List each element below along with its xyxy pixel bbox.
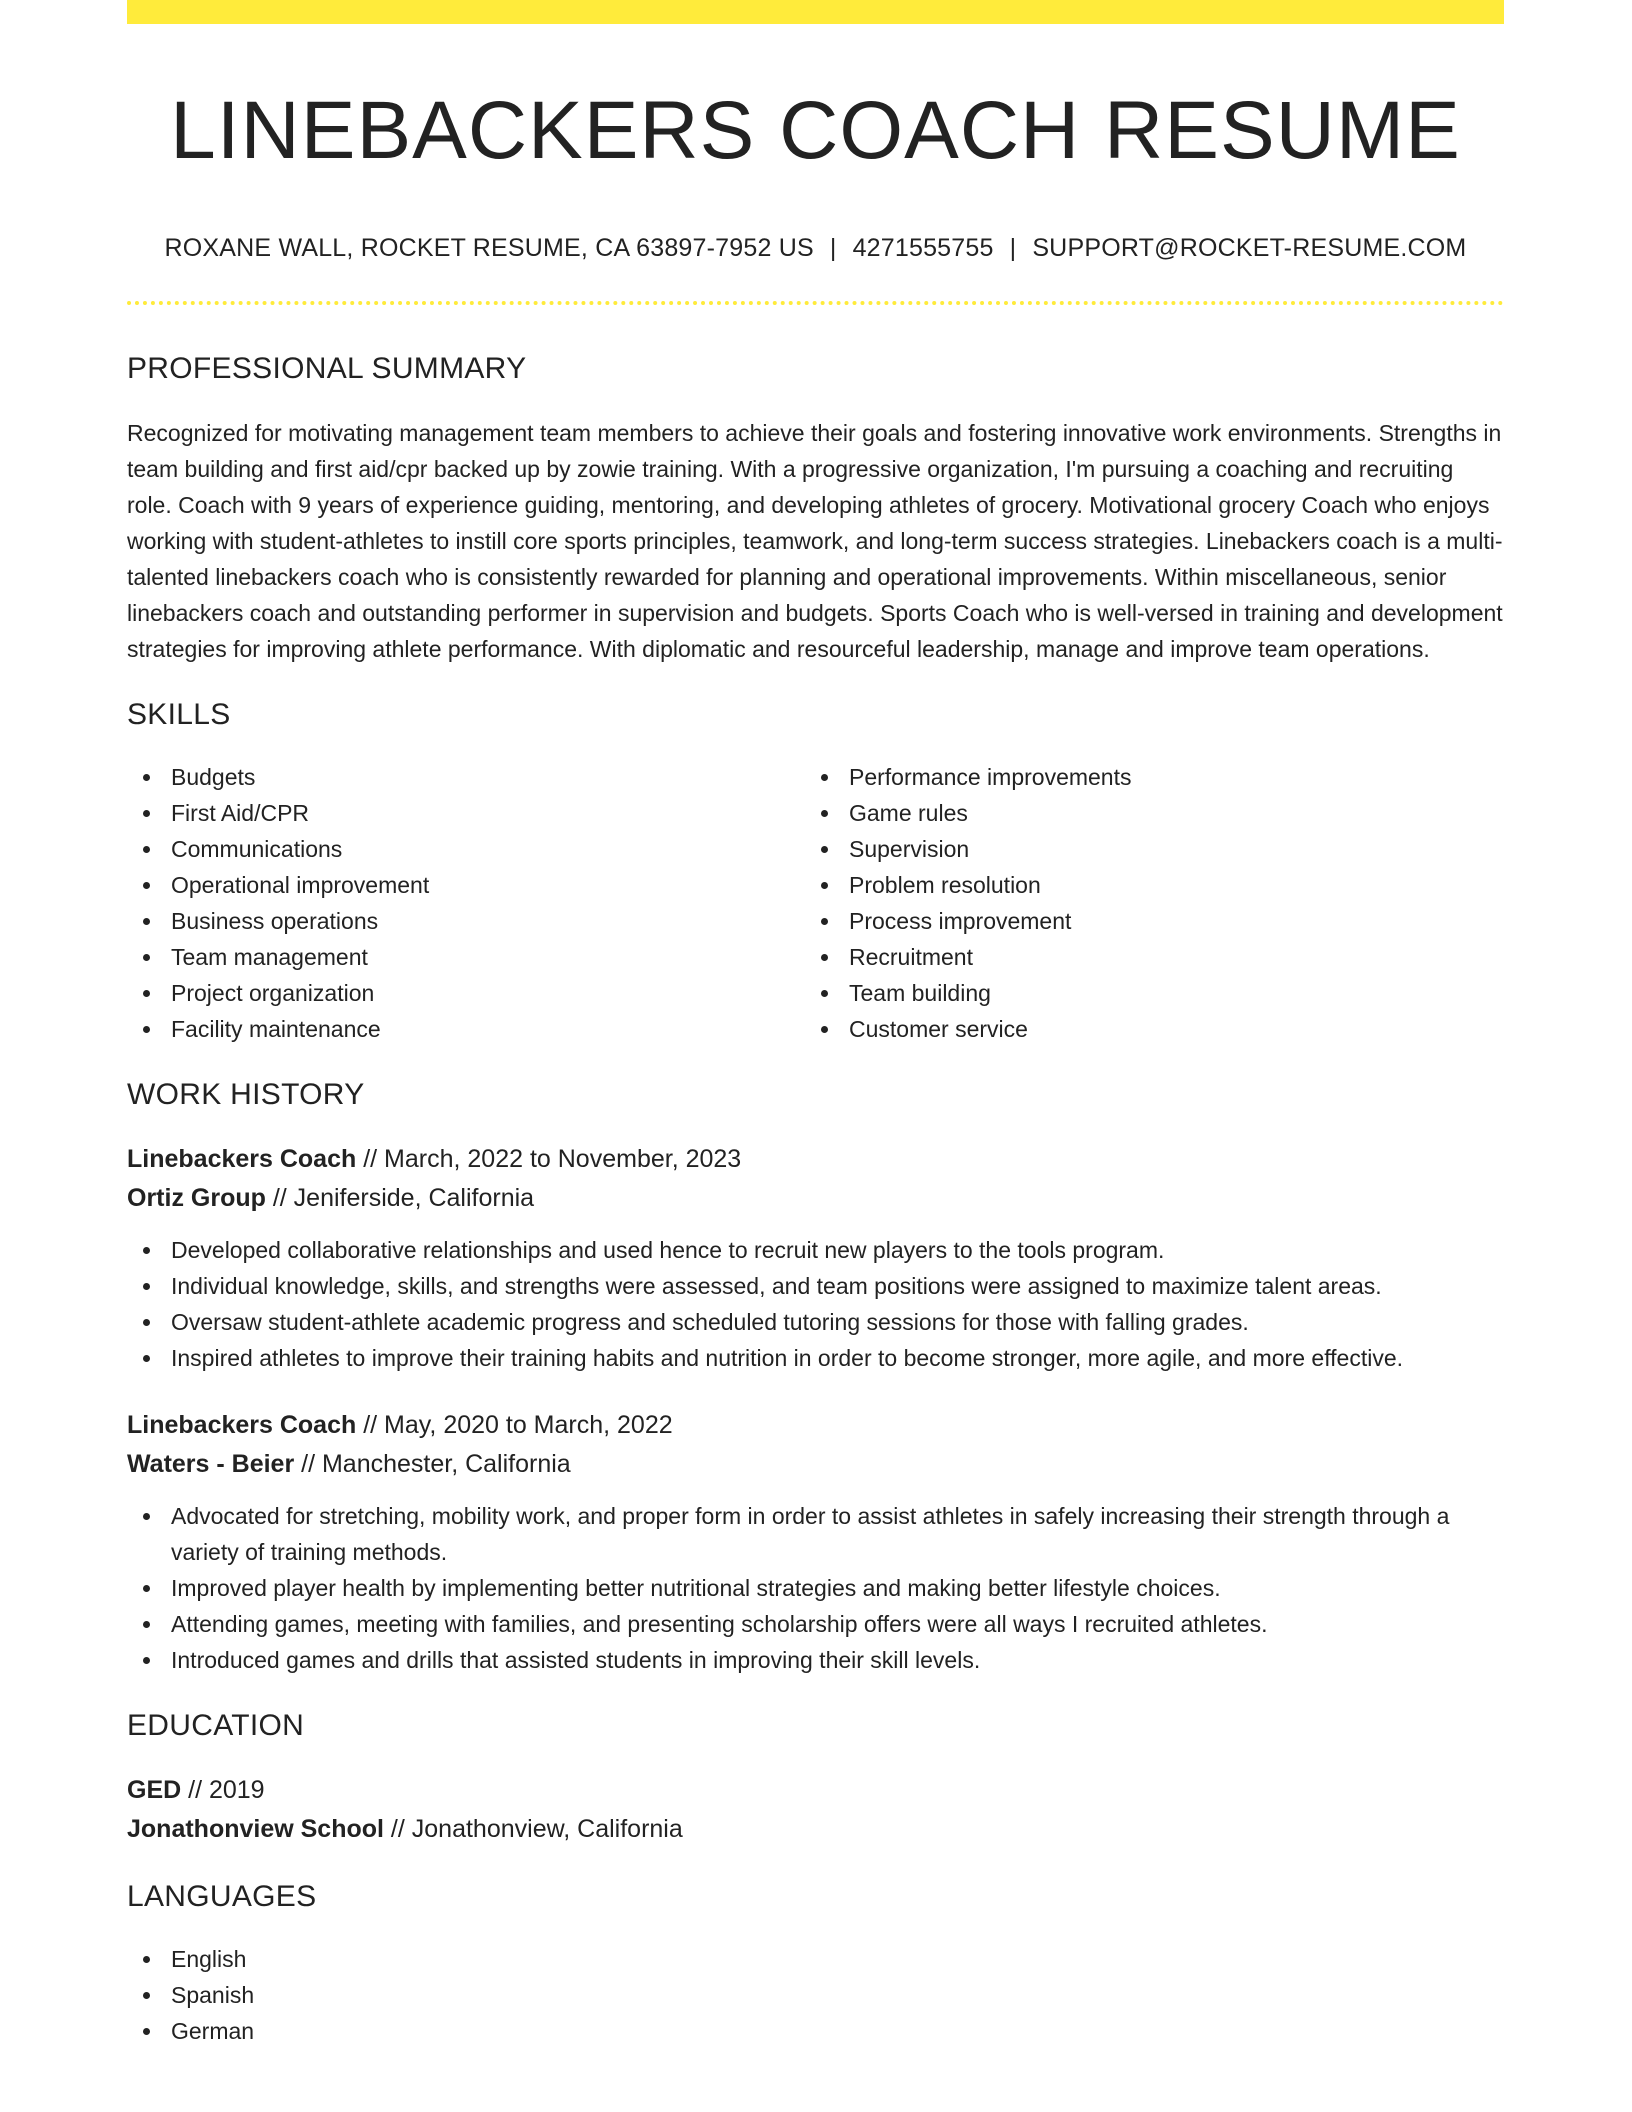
job-location: // Jeniferside, California [265, 1184, 535, 1213]
skill-label: Budgets [171, 764, 256, 791]
skill-item [127, 795, 805, 831]
skill-item [127, 867, 805, 903]
header-divider [127, 301, 1504, 305]
resume-page [127, 0, 1504, 2049]
contact-line [127, 233, 1504, 263]
job-company: Ortiz Group [127, 1184, 266, 1213]
job-title-line [127, 1140, 1504, 1179]
skill-label: Team management [171, 944, 368, 971]
skill-item [127, 975, 805, 1011]
bullet-icon [821, 990, 828, 997]
bullet-icon [143, 1956, 150, 1963]
resume-title: LINEBACKERS COACH RESUME [170, 85, 1461, 176]
bullet-icon [143, 954, 150, 961]
job-company-line [127, 1445, 1504, 1484]
job-entry [127, 1140, 1504, 1376]
job-bullets [127, 1498, 1504, 1678]
skill-label: Game rules [849, 800, 968, 827]
bullet-icon [821, 1026, 828, 1033]
job-company-line [127, 1179, 1504, 1218]
language-label: English [171, 1946, 247, 1973]
education-heading: EDUCATION [127, 1709, 305, 1743]
job-bullet-text: Improved player health by implementing better nutritional strategies and making better lifestyle choices. [171, 1575, 1221, 1602]
job-bullet-text: Individual knowledge, skills, and strengths were assessed, and team positions were assigned to maximize talent areas. [171, 1273, 1382, 1300]
contact-phone: 4271555755 [852, 234, 994, 263]
language-item [127, 1977, 1504, 2013]
bullet-icon [143, 846, 150, 853]
job-location: // Manchester, California [294, 1450, 571, 1479]
education-degree: GED [127, 1776, 182, 1805]
job-title-line [127, 1406, 1504, 1445]
language-label: Spanish [171, 1982, 255, 2009]
job-bullet [127, 1304, 1504, 1340]
summary-text: Recognized for motivating management team members to achieve their goals and fostering innovative work environments. Strengths in team building and first aid/cpr backed up by zowie training. With a progressive organization, I'm pursuing a coaching and recruiting role. Coach with 9 years of experience guiding, mentoring, and developing athletes of grocery. Motivational grocery Coach who enjoys working with student-athletes to instill core sports principles, teamwork, and long-term success strategies. Linebackers coach is a multi-talented linebackers coach who is consistently rewarded for planning and operational improvements. Within miscellaneous, senior linebackers coach and outstanding performer in supervision and budgets. Sports Coach who is well-versed in training and development strategies for improving athlete performance. With diplomatic and resourceful leadership, manage and improve team operations. [127, 420, 1503, 663]
job-bullets [127, 1232, 1504, 1376]
skill-item [805, 939, 1483, 975]
skill-item [805, 831, 1483, 867]
contact-separator: | [1009, 234, 1017, 263]
bullet-icon [821, 810, 828, 817]
job-dates: // March, 2022 to November, 2023 [356, 1145, 742, 1174]
bullet-icon [143, 1283, 150, 1290]
skill-item [805, 975, 1483, 1011]
skill-label: Operational improvement [171, 872, 430, 899]
contact-separator: | [829, 234, 837, 263]
contact-email: SUPPORT@ROCKET-RESUME.COM [1032, 234, 1467, 263]
job-bullet [127, 1606, 1504, 1642]
skill-item [127, 939, 805, 975]
job-bullet-text: Inspired athletes to improve their training habits and nutrition in order to become stronger, more agile, and more effective. [171, 1345, 1404, 1372]
skill-label: Communications [171, 836, 343, 863]
languages-heading: LANGUAGES [127, 1880, 317, 1914]
education-entry [127, 1771, 1504, 1849]
education-section [127, 1708, 1504, 1849]
education-degree-line [127, 1771, 1504, 1810]
job-bullet [127, 1232, 1504, 1268]
bullet-icon [143, 810, 150, 817]
work-history-heading: WORK HISTORY [127, 1078, 365, 1112]
job-bullet-text: Oversaw student-athlete academic progress and scheduled tutoring sessions for those with falling grades. [171, 1309, 1249, 1336]
skill-label: Team building [849, 980, 991, 1007]
education-school: Jonathonview School [127, 1815, 384, 1844]
skills-section [127, 697, 1504, 1047]
job-bullet-text: Introduced games and drills that assisted students in improving their skill levels. [171, 1647, 981, 1674]
languages-list [127, 1941, 1504, 2049]
language-item [127, 1941, 1504, 1977]
bullet-icon [821, 774, 828, 781]
skill-label: Customer service [849, 1016, 1028, 1043]
job-bullet [127, 1340, 1504, 1376]
skills-column-left [127, 759, 805, 1047]
skill-label: Performance improvements [849, 764, 1132, 791]
skill-label: Process improvement [849, 908, 1072, 935]
summary-heading: PROFESSIONAL SUMMARY [127, 352, 527, 386]
skill-label: Problem resolution [849, 872, 1041, 899]
skills-column-right [805, 759, 1483, 1047]
job-bullet [127, 1570, 1504, 1606]
education-location: // Jonathonview, California [383, 1815, 683, 1844]
job-title: Linebackers Coach [127, 1411, 357, 1440]
skills-heading: SKILLS [127, 698, 231, 732]
bullet-icon [143, 2028, 150, 2035]
skill-item [805, 795, 1483, 831]
skill-label: Supervision [849, 836, 970, 863]
bullet-icon [143, 1621, 150, 1628]
skill-label: Project organization [171, 980, 375, 1007]
skill-item [805, 759, 1483, 795]
job-dates: // May, 2020 to March, 2022 [356, 1411, 673, 1440]
education-school-line [127, 1810, 1504, 1849]
bullet-icon [143, 774, 150, 781]
bullet-icon [821, 954, 828, 961]
bullet-icon [143, 1657, 150, 1664]
bullet-icon [143, 1513, 150, 1520]
bullet-icon [143, 1026, 150, 1033]
bullet-icon [143, 990, 150, 997]
skill-item [127, 831, 805, 867]
skill-item [127, 903, 805, 939]
skill-item [805, 1011, 1483, 1047]
job-bullet-text: Developed collaborative relationships and used hence to recruit new players to the tools program. [171, 1237, 1165, 1264]
bullet-icon [143, 1247, 150, 1254]
bullet-icon [821, 882, 828, 889]
languages-section [127, 1879, 1504, 2049]
job-company: Waters - Beier [127, 1450, 295, 1479]
bullet-icon [821, 846, 828, 853]
skill-item [805, 867, 1483, 903]
education-year: // 2019 [181, 1776, 265, 1805]
job-entry [127, 1406, 1504, 1678]
bullet-icon [143, 882, 150, 889]
job-bullet-text: Advocated for stretching, mobility work, and proper form in order to assist athletes in safely increasing their strength through a variety of training methods. [171, 1503, 1450, 1566]
job-bullet [127, 1642, 1504, 1678]
bullet-icon [821, 918, 828, 925]
job-bullet-text: Attending games, meeting with families, and presenting scholarship offers were all ways I recruited athletes. [171, 1611, 1268, 1638]
bullet-icon [143, 918, 150, 925]
skill-item [805, 903, 1483, 939]
contact-address: ROXANE WALL, ROCKET RESUME, CA 63897-7952 US [164, 234, 814, 263]
skills-columns [127, 759, 1504, 1047]
bullet-icon [143, 1992, 150, 1999]
skill-item [127, 1011, 805, 1047]
bullet-icon [143, 1585, 150, 1592]
language-label: German [171, 2018, 255, 2045]
language-item [127, 2013, 1504, 2049]
skill-label: Facility maintenance [171, 1016, 381, 1043]
job-bullet [127, 1498, 1504, 1570]
summary-section [127, 351, 1504, 667]
job-title: Linebackers Coach [127, 1145, 357, 1174]
work-history-section [127, 1077, 1504, 1678]
bullet-icon [143, 1319, 150, 1326]
job-bullet [127, 1268, 1504, 1304]
top-accent-bar [127, 0, 1504, 24]
skill-label: Recruitment [849, 944, 973, 971]
skill-label: Business operations [171, 908, 379, 935]
bullet-icon [143, 1355, 150, 1362]
skill-label: First Aid/CPR [171, 800, 310, 827]
skill-item [127, 759, 805, 795]
